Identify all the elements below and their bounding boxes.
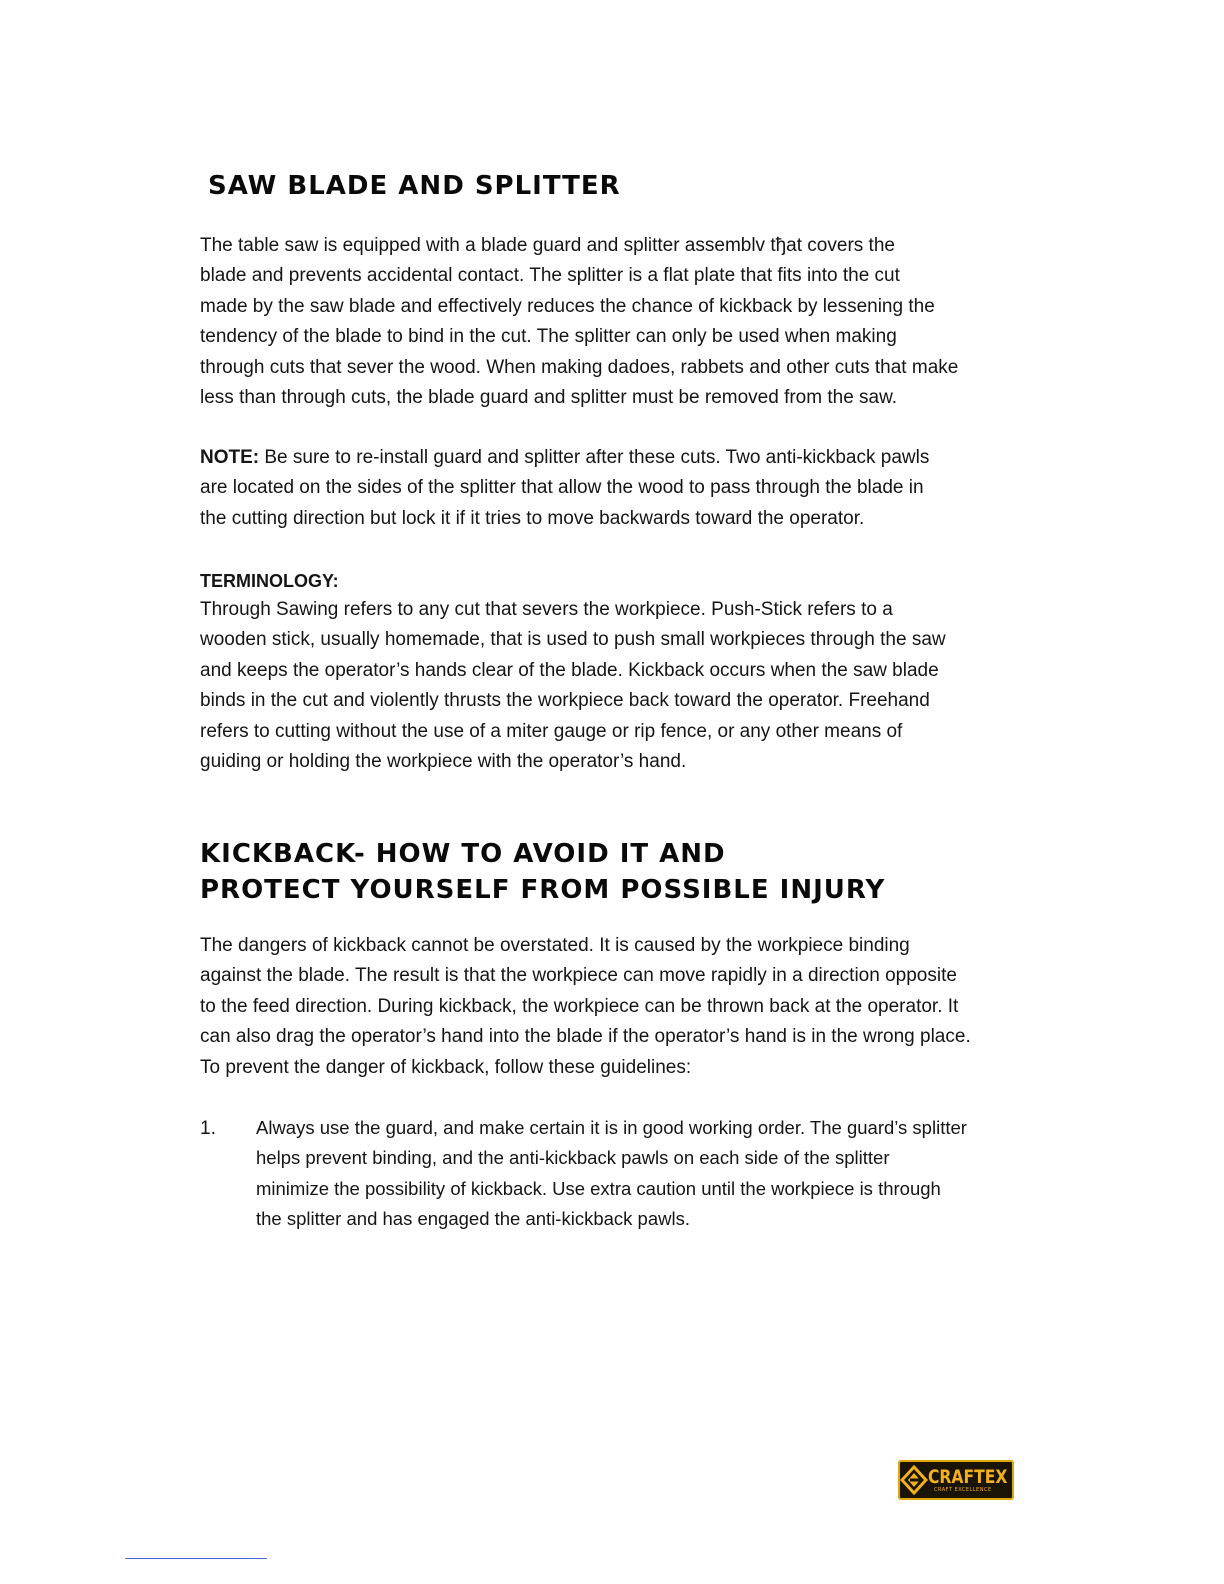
list-item-number: 1.: [200, 1118, 216, 1139]
heading-line: PROTECT YOURSELF FROM POSSIBLE INJURY: [200, 875, 886, 905]
section-heading-saw-blade: SAW BLADE AND SPLITTER: [208, 171, 621, 201]
note-paragraph: [200, 443, 929, 534]
paragraph-line: against the blade. The result is that the workpiece can move rapidly in a direction opposite: [200, 965, 957, 987]
craftex-logo: [898, 1460, 1014, 1500]
paragraph-line: made by the saw blade and effectively reduces the chance of kickback by lessening the: [200, 295, 935, 317]
paragraph-line: tendency of the blade to bind in the cut. The splitter can only be used when making: [200, 326, 897, 348]
paragraph-line: the splitter and has engaged the anti-kickback pawls.: [256, 1208, 690, 1230]
terminology-paragraph: [200, 595, 946, 777]
terminology-title: TERMINOLOGY:: [200, 571, 339, 591]
section-heading-kickback: [200, 836, 885, 908]
paragraph-line: Always use the guard, and make certain it is in good working order. The guard’s splitter: [256, 1117, 967, 1138]
paragraph-line: the cutting direction but lock it if it tries to move backwards toward the operator.: [200, 507, 865, 529]
heading-line: KICKBACK- HOW TO AVOID IT AND: [200, 839, 726, 869]
paragraph-line: Through Sawing refers to any cut that severs the workpiece. Push-Stick refers to a: [200, 599, 893, 620]
paragraph-line: wooden stick, usually homemade, that is used to push small workpieces through the saw: [200, 629, 946, 651]
list-item-text: [256, 1113, 967, 1235]
paragraph-line: less than through cuts, the blade guard and splitter must be removed from the saw.: [200, 387, 898, 409]
kickback-paragraph: [200, 931, 971, 1083]
paragraph-line: The dangers of kickback cannot be overstated. It is caused by the workpiece binding: [200, 935, 910, 956]
paragraph-line: minimize the possibility of kickback. Use extra caution until the workpiece is through: [256, 1177, 941, 1199]
note-label: NOTE:: [200, 447, 260, 468]
paragraph-line: The table saw is equipped with a blade guard and splitter assemblv tђat covers the: [200, 235, 895, 256]
note-first-line-text: Be sure to re-install guard and splitter after these cuts. Two anti-kickback pawls: [259, 447, 930, 468]
paragraph-line: To prevent the danger of kickback, follow these guidelines:: [200, 1056, 692, 1078]
paragraph-line: to the feed direction. During kickback, the workpiece can be thrown back at the operator. It: [200, 995, 959, 1017]
note-first-line: [200, 443, 929, 473]
paragraph-line: refers to cutting without the use of a miter gauge or rip fence, or any other means of: [200, 720, 903, 742]
paragraph-line: through cuts that sever the wood. When making dadoes, rabbets and other cuts that make: [200, 356, 959, 378]
logo-brand-text: CRAFTEX: [928, 1465, 1008, 1488]
logo-wordmark: [928, 1465, 1025, 1493]
paragraph-line: blade and prevents accidental contact. The splitter is a flat plate that fits into the cut: [200, 265, 900, 287]
craftex-diamond-icon: [900, 1462, 928, 1498]
footer-rule: [125, 1558, 267, 1559]
paragraph-line: binds in the cut and violently thrusts the workpiece back toward the operator. Freehand: [200, 690, 930, 712]
paragraph-line: and keeps the operator’s hands clear of the blade. Kickback occurs when the saw blade: [200, 659, 939, 681]
paragraph-line: guiding or holding the workpiece with the operator’s hand.: [200, 751, 687, 773]
logo-tagline: CRAFT EXCELLENCE: [934, 1486, 992, 1493]
paragraph-line: are located on the sides of the splitter that allow the wood to pass through the blade in: [200, 477, 924, 499]
saw-blade-paragraph: [200, 231, 958, 413]
paragraph-line: can also drag the operator’s hand into the blade if the operator’s hand is in the wrong place.: [200, 1026, 971, 1048]
paragraph-line: helps prevent binding, and the anti-kickback pawls on each side of the splitter: [256, 1147, 890, 1169]
